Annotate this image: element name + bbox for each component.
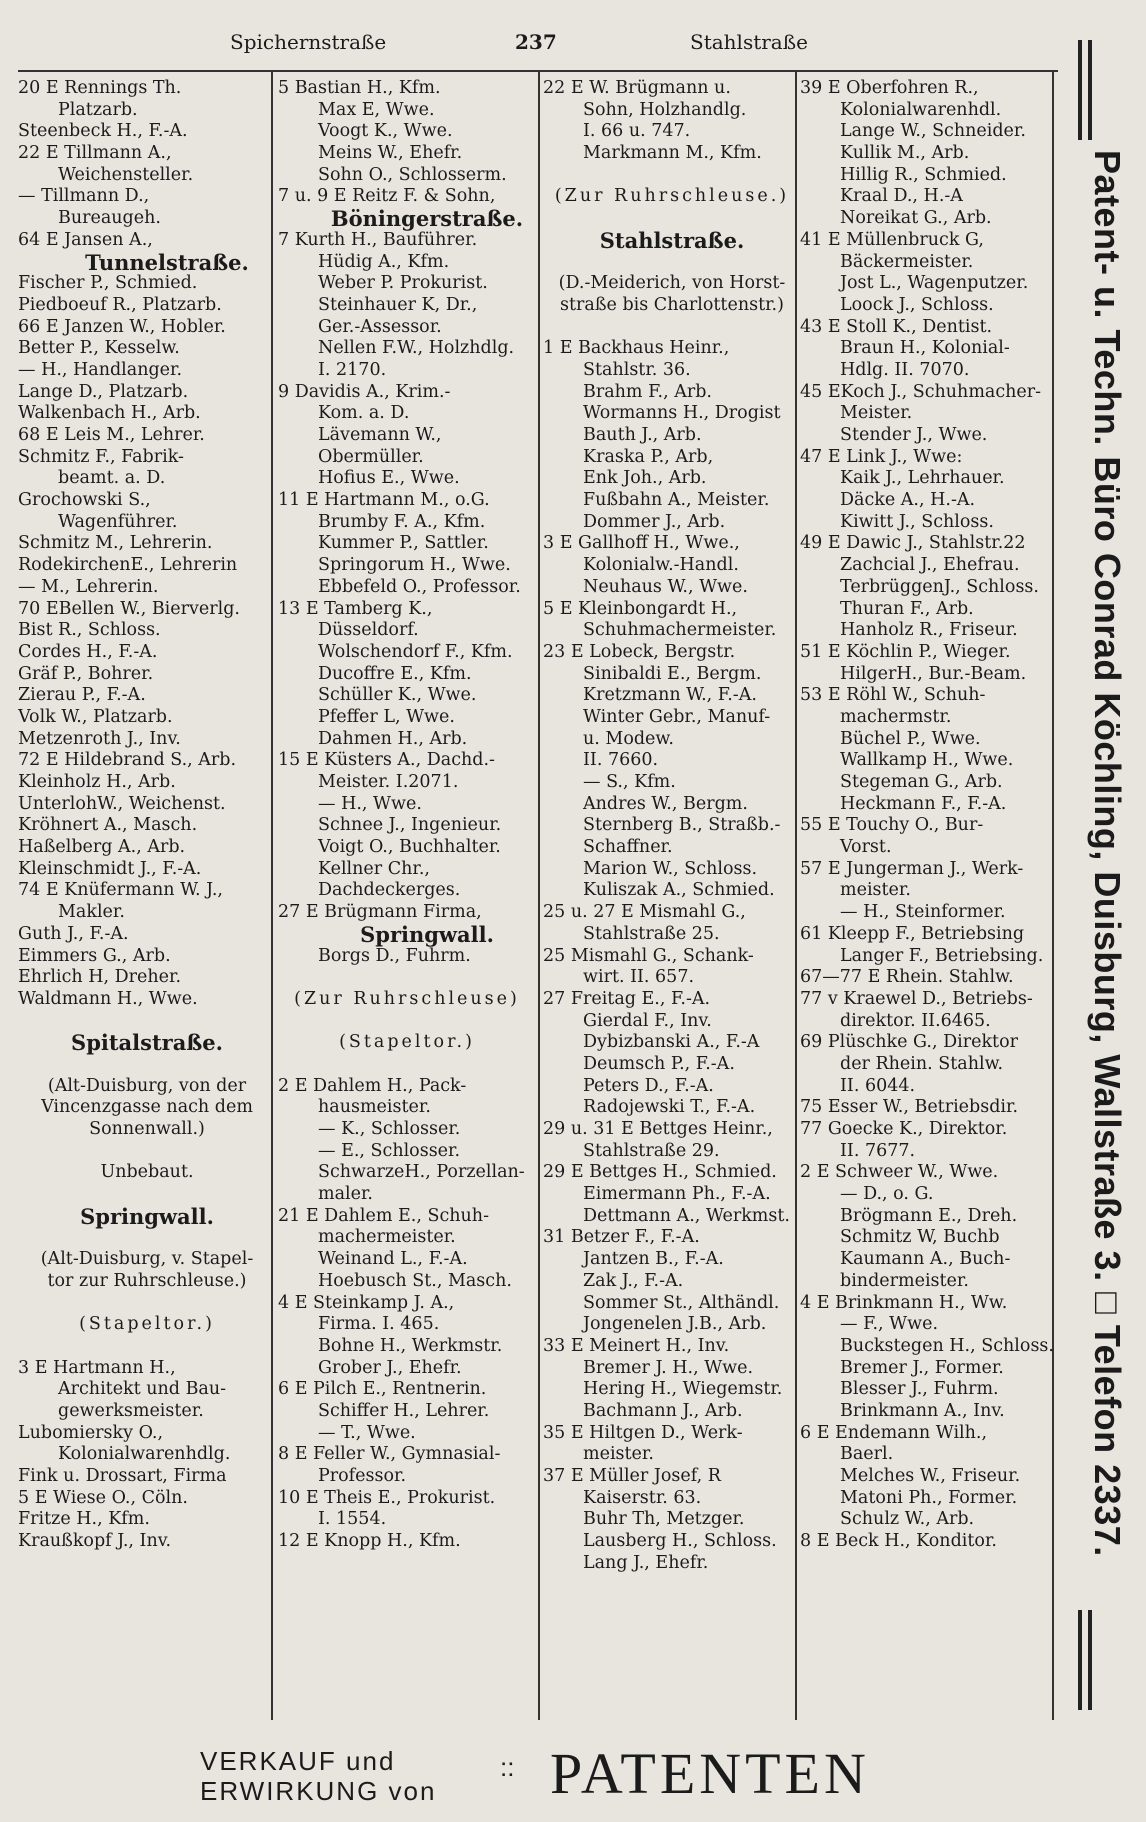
directory-entry-line: 35 E Hiltgen D., Werk- [543,1422,743,1443]
directory-entry-line: Schmitz F., Fabrik- [18,446,184,467]
directory-entry-line: II. 7660. [583,750,659,771]
directory-entry-line: Dybizbanski A., F.-A [583,1032,760,1053]
directory-entry-line: (Alt-Duisburg, v. Stapel- [40,1249,254,1270]
directory-entry-line: Lubomiersky O., [18,1422,164,1443]
directory-entry-line: Zierau P., F.-A. [18,685,146,706]
directory-entry-line: Büchel P., Wwe. [840,728,981,749]
directory-entry-line: Sommer St., Althändl. [583,1292,780,1313]
directory-entry-line: 33 E Meinert H., Inv. [543,1335,730,1356]
directory-entry-line: hausmeister. [318,1097,431,1118]
directory-entry-line: Vorst. [840,837,892,858]
directory-entry-line: Springwall. [80,1203,214,1229]
directory-entry-line: Sonnenwall.) [89,1119,205,1139]
directory-entry-line: der Rhein. Stahlw. [840,1053,1004,1074]
directory-entry-line: Brahm F., Arb. [583,381,712,402]
directory-entry-line: 4 E Steinkamp J. A., [278,1292,455,1313]
advertisement-sidebar [1060,40,1130,1740]
directory-entry-line: — H., Steinformer. [840,902,1006,923]
directory-entry-line: bindermeister. [840,1270,969,1291]
directory-entry-line: Hering H., Wiegemstr. [583,1379,783,1400]
directory-entry-line: Sinibaldi E., Bergm. [583,663,762,684]
directory-entry-line: Stahlstraße. [599,227,745,253]
directory-entry-line: Architekt und Bau- [58,1379,227,1400]
directory-entry-line [543,208,801,230]
directory-entry-line: Kiwitt J., Schloss. [840,511,994,532]
directory-entry-line: (Alt-Duisburg, von der [47,1075,247,1096]
directory-entry-line: Peters D., F.-A. [583,1075,714,1096]
directory-entry-line: Wormanns H., Drogist [583,403,781,424]
directory-entry-line: Jost L., Wagenputzer. [840,273,1029,294]
directory-entry-line: Weber P. Prokurist. [318,273,488,294]
directory-entry-line: Dachdeckerges. [318,880,461,901]
directory-entry-line: 12 E Knopp H., Kfm. [278,1531,461,1552]
directory-entry-line: 67—77 E Rhein. Stahlw. [800,967,1014,988]
directory-entry-line: 13 E Tamberg K., [278,598,433,619]
directory-entry-line: Kaiserstr. 63. [583,1487,702,1508]
footer-line-2: ERWIRKUNG von [200,1776,437,1806]
directory-entry-line: Neuhaus W., Wwe. [583,576,748,597]
directory-entry-line: Lausberg H., Schloss. [583,1531,777,1552]
directory-entry-line: Ducoffre E., Kfm. [318,663,472,684]
directory-entry-line: Buhr Th, Metzger. [583,1509,745,1530]
directory-entry-line: 57 E Jungerman J., Werk- [800,858,1024,879]
directory-entry-line: II. 7677. [840,1140,916,1161]
directory-entry-line: 4 E Brinkmann H., Ww. [800,1292,1008,1313]
directory-entry-line: Enk Joh., Arb. [583,468,707,489]
directory-entry-line: Wagenführer. [58,511,178,532]
directory-entry-line: Brinkmann A., Inv. [840,1400,1005,1421]
directory-entry-line: Jongenelen J.B., Arb. [583,1314,767,1335]
directory-entry-line: Kummer P., Sattler. [318,533,489,554]
directory-entry-line: Max E, Wwe. [318,99,435,120]
directory-entry-line: Bohne H., Werkmstr. [318,1335,503,1356]
directory-entry-line: machermstr. [840,706,952,727]
directory-entry-line: 25 Mismahl G., Schank- [543,945,754,966]
directory-entry-line: maler. [318,1184,373,1205]
directory-entry-line: Zachcial J., Ehefrau. [840,555,1020,576]
directory-entry-line: Stahlstr. 36. [583,359,691,380]
directory-entry-line: meister. [583,1444,654,1465]
footer-patenten: PATENTEN [550,1741,870,1806]
directory-entry-line: Andres W., Bergm. [583,793,748,814]
directory-entry-line: Unbebaut. [100,1162,194,1183]
directory-entry-line: Kaik J., Lehrhauer. [840,468,1005,489]
directory-entry-line: Vincenzgasse nach dem [41,1097,253,1118]
directory-entry-line: Bremer J. H., Wwe. [583,1357,754,1378]
directory-entry-line: 31 Betzer F., F.-A. [543,1227,700,1248]
directory-entry-line [543,252,801,274]
directory-entry-line: Steinhauer K, Dr., [318,294,478,315]
directory-entry-line: Springorum H., Wwe. [318,555,511,576]
directory-entry-line: meister. [840,880,911,901]
directory-entry-line [543,165,801,187]
directory-entry-line: Grober J., Ehefr. [318,1357,462,1378]
page-number: 237 [515,30,557,54]
directory-entry-line: Zak J., F.-A. [583,1270,684,1291]
directory-entry-line: Schuhmachermeister. [583,620,777,641]
directory-entry-line: Firma. I. 465. [318,1314,440,1335]
directory-entry-line: Stender J., Wwe. [840,425,988,445]
directory-entry-line: Schnee J., Ingenieur. [318,815,502,836]
directory-entry-line: Kolonialw.-Handl. [583,555,739,576]
directory-entry-line: Fink u. Drossart, Firma [18,1466,227,1486]
directory-entry-line: 21 E Dahlem E., Schuh- [278,1205,489,1226]
directory-entry-line: 15 E Küsters A., Dachd.- [278,750,495,771]
directory-entry-line: Lange W., Schneider. [840,121,1026,142]
directory-entry-line: Springwall. [360,921,494,947]
directory-entry-line: Bist R., Schloss. [18,620,161,641]
sidebar-rule [1078,1610,1082,1710]
directory-entry-line: Schmitz M., Lehrerin. [18,533,213,554]
directory-entry-line: Marion W., Schloss. [583,858,758,879]
directory-entry-line: Bremer J., Former. [840,1357,1004,1378]
directory-entry-line: Buckstegen H., Schloss. [840,1335,1054,1356]
directory-entry-line: 39 E Oberfohren R., [800,78,979,98]
directory-entry-line: Bachmann J., Arb. [583,1400,743,1421]
directory-entry-line: Jantzen B., F.-A. [583,1249,724,1270]
directory-entry-line: Sternberg B., Straßb.- [583,815,781,836]
directory-entry-line: Professor. [318,1466,407,1486]
directory-entry-line: Voigt O., Buchhalter. [318,837,501,858]
directory-entry-line: Heckmann F., F.-A. [840,793,1007,814]
directory-entry-line: Radojewski T., F.-A. [583,1097,756,1118]
directory-entry-line: tor zur Ruhrschleuse.) [47,1270,247,1291]
directory-entry-line: Kellner Chr., [318,858,430,879]
directory-entry-line: Stegeman G., Arb. [840,772,1003,792]
directory-entry-line: Kraal D., H.-A [840,186,963,207]
directory-entry-line [18,1141,276,1163]
sidebar-ad-text: Patent- u. Techn. Büro Conrad Köchling, Duisburg, Wallstraße 3. □ Telefon 2337. [1087,150,1128,1557]
directory-entry-line: 70 EBellen W., Bierverlg. [18,598,240,619]
directory-entry-line: Kleinschmidt J., F.-A. [18,858,202,879]
directory-entry-line: Sohn O., Schlosserm. [318,164,507,185]
directory-entry-line: 45 EKoch J., Schuhmacher- [800,381,1042,402]
directory-entry-line: 3 E Hartmann H., [18,1357,176,1378]
directory-entry-line: Wolschendorf F., Kfm. [318,641,513,662]
directory-entry-line: Nellen F.W., Holzhdlg. [318,338,515,359]
directory-entry-line: 11 E Hartmann M., o.G. [278,490,490,511]
directory-entry-line: Matoni Ph., Former. [840,1487,1018,1508]
directory-entry-line: Winter Gebr., Manuf- [583,706,771,727]
directory-entry-line: straße bis Charlottenstr.) [560,294,784,315]
directory-entry-line: Guth J., F.-A. [18,923,129,944]
directory-entry-line: 64 E Jansen A., [18,229,153,250]
directory-entry-line: 61 Kleepp F., Betriebsing [800,923,1025,944]
directory-entry-line: Hillig R., Schmied. [840,164,1007,185]
directory-entry-line: Dahmen H., Arb. [318,728,468,749]
directory-entry-line: Ebbefeld O., Professor. [318,576,521,597]
footer-advertisement [200,1738,960,1808]
directory-entry-line: II. 6044. [840,1075,916,1096]
directory-entry-line: Schüller K., Wwe. [318,685,477,706]
directory-entry-line: — F., Wwe. [840,1314,939,1335]
directory-entry-line: Noreikat G., Arb. [840,208,992,229]
directory-entry-line: Schulz W., Arb. [840,1509,975,1530]
directory-entry-line: 77 v Kraewel D., Betriebs- [800,988,1033,1009]
directory-entry-line: UnterlohW., Weichenst. [18,793,226,814]
directory-entry-line: 25 u. 27 E Mismahl G., [543,902,746,923]
directory-entry-line: Waldmann H., Wwe. [18,988,198,1009]
directory-entry-line: Bauth J., Arb. [583,425,702,445]
directory-entry-line: Melches W., Friseur. [840,1466,1021,1486]
directory-entry-line: Bäckermeister. [840,251,974,272]
directory-column-4 [800,78,1058,1553]
directory-entry-line: Fußbahn A., Meister. [583,490,770,511]
directory-entry-line: 1 E Backhaus Heinr., [543,338,730,359]
directory-entry-line: Kraußkopf J., Inv. [18,1531,172,1552]
footer-left [200,1746,436,1806]
directory-entry-line: (Zur Ruhrschleuse.) [554,186,790,207]
directory-entry-line: 29 E Bettges H., Schmied. [543,1162,777,1183]
directory-entry-line: Dommer J., Arb. [583,511,726,532]
directory-entry-line: Ger.-Assessor. [318,316,442,337]
directory-entry-line: — S., Kfm. [583,772,676,792]
directory-entry-line: (D.-Meiderich, von Horst- [558,273,786,294]
directory-entry-line: Kleinholz H., Arb. [18,772,176,792]
directory-entry-line: TerbrüggenJ., Schloss. [840,576,1039,597]
header-right-street: Stahlstraße [690,30,808,54]
directory-entry-line: Markmann M., Kfm. [583,143,762,164]
directory-entry-line: Platzarb. [58,99,138,120]
column-divider [538,70,540,1720]
directory-entry-line: Meins W., Ehefr. [318,143,463,164]
directory-entry-line: 51 E Köchlin P., Wieger. [800,641,1011,662]
directory-entry-line: 23 E Lobeck, Bergstr. [543,641,736,662]
directory-entry-line: Fischer P., Schmied. [18,273,198,294]
directory-entry-line: 27 Freitag E., F.-A. [543,988,711,1009]
directory-entry-line: Baerl. [840,1444,894,1465]
directory-entry-line: Kraska P., Arb, [583,446,714,467]
directory-entry-line: machermeister. [318,1227,456,1248]
directory-entry-line: 6 E Endemann Wilh., [800,1422,988,1443]
directory-entry-line: HilgerH., Bur.-Beam. [840,663,1027,684]
directory-entry-line [18,1227,276,1249]
directory-entry-line: wirt. II. 657. [583,967,695,988]
directory-entry-line: Cordes H., F.-A. [18,641,158,662]
directory-entry-line: SchwarzeH., Porzellan- [318,1162,525,1183]
directory-entry-line: 7 u. 9 E Reitz F. & Sohn, [278,186,496,207]
directory-entry-line [18,1011,276,1033]
directory-entry-line: Stahlstraße 29. [583,1140,720,1161]
directory-entry-line: Brumby F. A., Kfm. [318,511,486,532]
directory-column-1 [18,78,276,1553]
directory-entry-line: Kuliszak A., Schmied. [583,880,775,901]
sidebar-rule [1078,40,1082,140]
directory-entry-line: 5 E Wiese O., Cöln. [18,1487,188,1508]
directory-entry-line: Metzenroth J., Inv. [18,728,181,749]
directory-entry-line: 8 E Feller W., Gymnasial- [278,1444,501,1465]
directory-entry-line: Hanholz R., Friseur. [840,620,1018,641]
directory-entry-line: Eimmers G., Arb. [18,945,171,966]
directory-entry-line: 22 E Tillmann A., [18,143,172,164]
directory-entry-line: Schiffer H., Lehrer. [318,1400,490,1421]
directory-entry-line: Thuran F., Arb. [840,598,974,619]
directory-entry-line: RodekirchenE., Lehrerin [18,555,238,576]
directory-entry-line: Walkenbach H., Arb. [18,403,201,424]
directory-entry-line: Schaffner. [583,837,673,858]
directory-entry-line: Haßelberg A., Arb. [18,837,186,858]
directory-entry-line: Schmitz W, Buchb [840,1227,1000,1248]
directory-entry-line: 75 Esser W., Betriebsdir. [800,1097,1019,1118]
directory-entry-line [278,967,536,989]
directory-entry-line: 66 E Janzen W., Hobler. [18,316,226,337]
directory-entry-line: Düsseldorf. [318,620,419,641]
directory-entry-line: — E., Schlosser. [318,1140,461,1161]
directory-column-2 [278,78,536,1553]
directory-entry-line [278,1011,536,1033]
directory-entry-line: Däcke A., H.-A. [840,490,976,511]
directory-entry-line: 20 E Rennings Th. [18,78,182,98]
directory-entry-line: — Tillmann D., [18,186,150,207]
directory-entry-line: 8 E Beck H., Konditor. [800,1531,997,1552]
directory-entry-line: Spitalstraße. [71,1030,223,1056]
directory-entry-line: Blesser J., Fuhrm. [840,1379,999,1400]
directory-entry-line: — D., o. G. [840,1184,934,1205]
directory-entry-line: Dettmann A., Werkmst. [583,1205,790,1226]
directory-entry-line: Kom. a. D. [318,403,410,424]
directory-entry-line [278,1054,536,1076]
directory-entry-line: Obermüller. [318,446,424,467]
directory-entry-line: Kolonialwarenhdlg. [58,1444,231,1465]
directory-entry-line: 43 E Stoll K., Dentist. [800,316,993,337]
directory-entry-line: 2 E Schweer W., Wwe. [800,1162,999,1183]
directory-entry-line: — K., Schlosser. [318,1119,461,1139]
directory-entry-line: Lang J., Ehefr. [583,1552,709,1573]
directory-entry-line: Volk W., Platzarb. [18,706,173,727]
directory-entry-line: Kaumann A., Buch- [840,1249,1011,1270]
directory-entry-line: (Stapeltor.) [79,1314,215,1335]
directory-entry-line: direktor. II.6465. [840,1010,991,1031]
directory-entry-line: Voogt K., Wwe. [318,121,453,142]
directory-entry-line: Kröhnert A., Masch. [18,815,198,836]
directory-entry-line: Piedboeuf R., Platzarb. [18,294,222,315]
directory-entry-line [18,1054,276,1076]
directory-entry-line: (Zur Ruhrschleuse) [294,988,520,1009]
directory-entry-line: Deumsch P., F.-A. [583,1053,735,1074]
directory-entry-line [543,317,801,339]
directory-entry-line: Hofius E., Wwe. [318,468,460,489]
directory-entry-line: 74 E Knüfermann W. J., [18,880,223,901]
directory-entry-line: I. 2170. [318,359,387,380]
directory-entry-line: Bureaugeh. [58,208,161,229]
directory-entry-line: 7 Kurth H., Bauführer. [278,229,478,250]
directory-entry-line: 22 E W. Brügmann u. [543,78,731,98]
directory-entry-line: Steenbeck H., F.-A. [18,121,188,142]
directory-entry-line: Weichensteller. [58,164,194,185]
directory-entry-line: — M., Lehrerin. [18,576,159,597]
directory-entry-line: Eimermann Ph., F.-A. [583,1184,771,1205]
directory-entry-line: Langer F., Betriebsing. [840,945,1044,966]
directory-entry-line: Fritze H., Kfm. [18,1509,150,1530]
directory-entry-line: Gierdal F., Inv. [583,1010,712,1031]
directory-entry-line: 72 E Hildebrand S., Arb. [18,750,237,771]
directory-entry-line: Borgs D., Fuhrm. [318,945,471,966]
directory-entry-line: u. Modew. [583,728,674,749]
directory-entry-line: 9 Davidis A., Krim.- [278,381,451,402]
directory-entry-line: Böningerstraße. [330,206,524,232]
directory-entry-line: Tunnelstraße. [85,249,249,275]
directory-entry-line: Wallkamp H., Wwe. [840,750,1014,771]
directory-entry-line: Kretzmann W., F.-A. [583,685,757,706]
directory-entry-line: (Stapeltor.) [339,1032,475,1053]
directory-entry-line: 41 E Müllenbruck G, [800,229,984,250]
directory-entry-line: Gräf P., Bohrer. [18,663,154,684]
directory-entry-line: — H., Wwe. [318,793,422,814]
directory-entry-line: Sohn, Holzhandlg. [583,99,747,120]
directory-entry-line: Meister. [840,403,913,424]
directory-entry-line: Lange D., Platzarb. [18,381,189,402]
directory-entry-line: 49 E Dawic J., Stahlstr.22 [800,533,1026,554]
directory-entry-line: Hüdig A., Kfm. [318,251,450,272]
directory-entry-line: Ehrlich H, Dreher. [18,967,182,988]
directory-entry-line: 5 Bastian H., Kfm. [278,78,441,98]
directory-entry-line: 68 E Leis M., Lehrer. [18,425,205,445]
directory-entry-line [18,1336,276,1358]
directory-entry-line [18,1293,276,1315]
directory-entry-line: Kullik M., Arb. [840,143,970,164]
directory-entry-line: 77 Goecke K., Direktor. [800,1119,1008,1139]
footer-line-1: VERKAUF und [200,1746,396,1776]
directory-entry-line: Meister. I.2071. [318,772,459,792]
directory-entry-line: I. 1554. [318,1509,387,1530]
sidebar-rule [1088,1610,1092,1710]
directory-entry-line: 47 E Link J., Wwe: [800,446,963,467]
directory-entry-line: Loock J., Schloss. [840,294,994,315]
directory-entry-line: 55 E Touchy O., Bur- [800,815,984,836]
directory-entry-line: — T., Wwe. [318,1422,416,1443]
directory-entry-line: 5 E Kleinbongardt H., [543,598,738,619]
directory-entry-line: Weinand L., F.-A. [318,1249,468,1270]
footer-colon: :: [500,1752,515,1782]
directory-entry-line: beamt. a. D. [58,468,166,489]
directory-entry-line: 2 E Dahlem H., Pack- [278,1075,467,1096]
directory-entry-line: 53 E Röhl W., Schuh- [800,685,986,706]
sidebar-rule [1088,40,1092,140]
directory-entry-line: Hoebusch St., Masch. [318,1270,512,1291]
directory-entry-line: 37 E Müller Josef, R [543,1466,721,1486]
directory-entry-line: — H., Handlanger. [18,359,183,380]
directory-entry-line: Makler. [58,902,125,923]
directory-entry-line: Brögmann E., Dreh. [840,1205,1018,1226]
directory-entry-line: Lävemann W., [318,425,442,445]
directory-entry-line: Pfeffer L, Wwe. [318,706,455,727]
directory-column-3 [543,78,801,1574]
directory-entry-line [18,1184,276,1206]
directory-entry-line: Braun H., Kolonial- [840,338,1010,359]
directory-entry-line: I. 66 u. 747. [583,121,691,142]
directory-entry-line: 10 E Theis E., Prokurist. [278,1487,496,1508]
directory-entry-line: Better P., Kesselw. [18,338,180,359]
directory-entry-line: 3 E Gallhoff H., Wwe., [543,533,740,554]
directory-entry-line: 6 E Pilch E., Rentnerin. [278,1379,487,1400]
directory-entry-line: 27 E Brügmann Firma, [278,902,482,923]
directory-entry-line: 69 Plüschke G., Direktor [800,1032,1018,1053]
directory-entry-line: 29 u. 31 E Bettges Heinr., [543,1119,773,1139]
directory-entry-line: Hdlg. II. 7070. [840,359,970,380]
directory-entry-line: gewerksmeister. [58,1400,204,1421]
directory-entry-line: Stahlstraße 25. [583,923,720,944]
directory-entry-line: Kolonialwarenhdl. [840,99,1002,120]
header-left-street: Spichernstraße [230,30,387,54]
directory-entry-line: Grochowski S., [18,490,151,511]
